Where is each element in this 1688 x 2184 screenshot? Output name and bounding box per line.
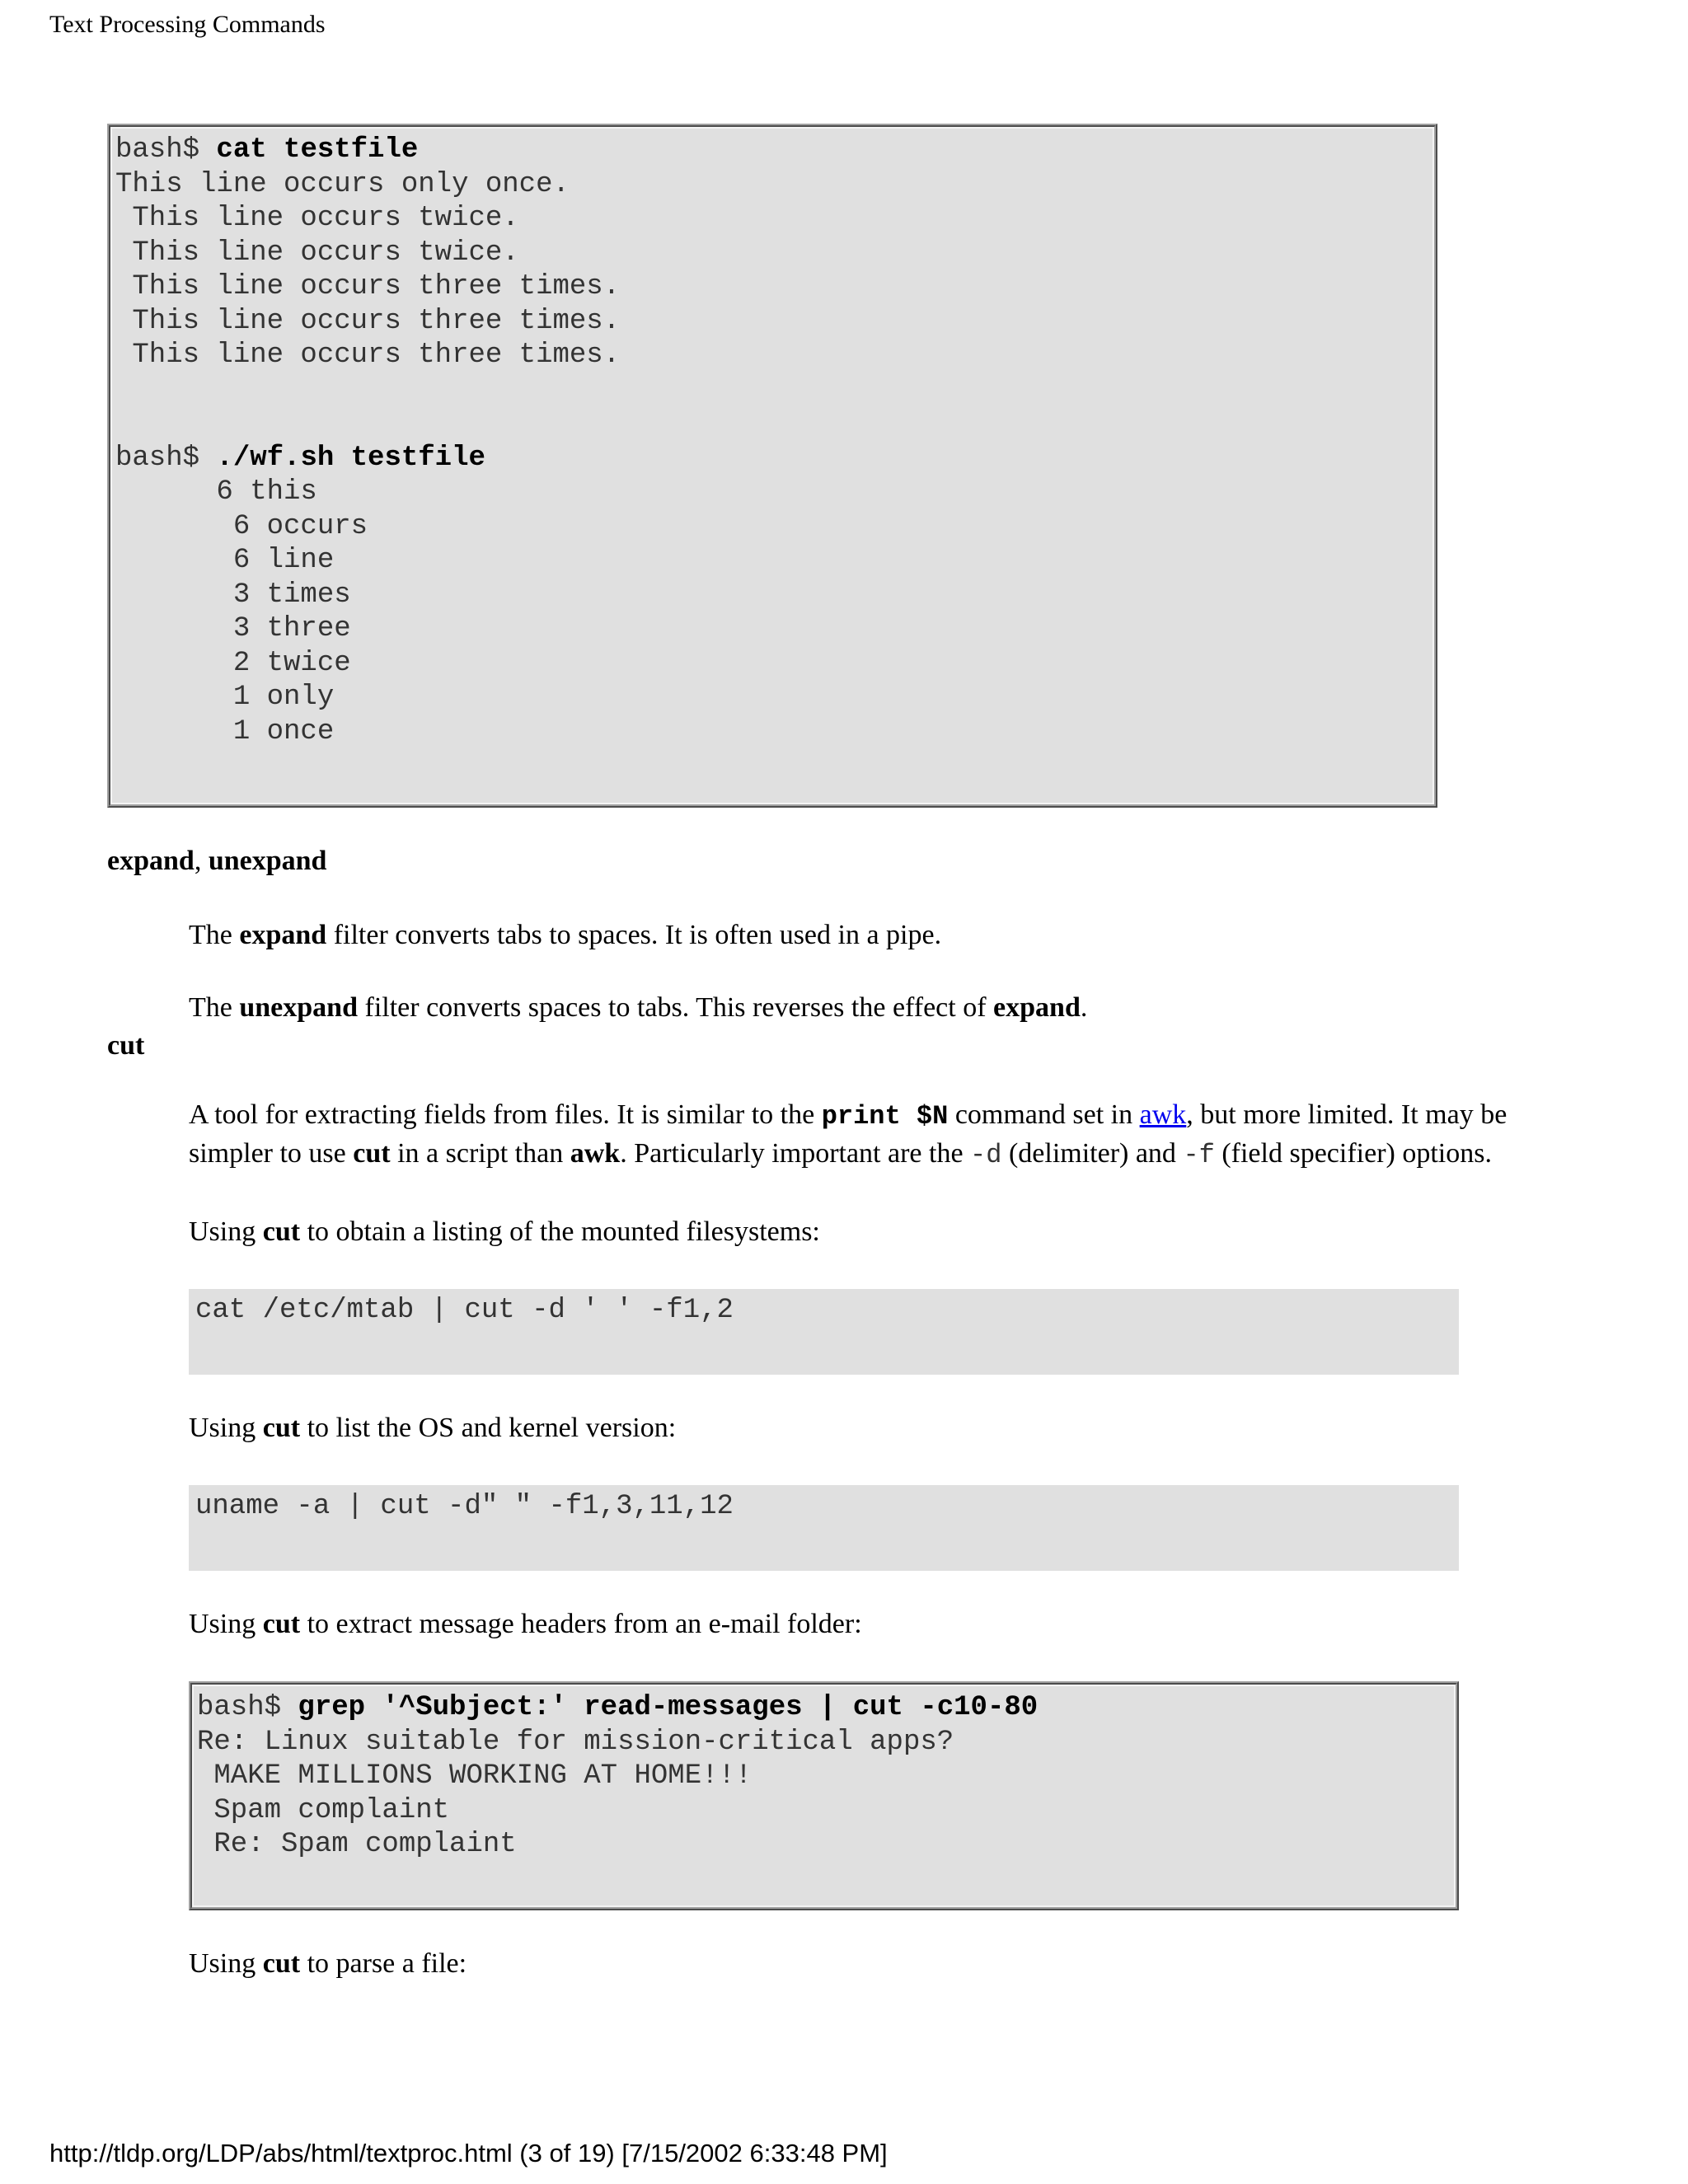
term-expand-unexpand: expand, unexpand bbox=[107, 846, 327, 876]
prompt: bash$ bbox=[115, 134, 217, 166]
page-footer-url: http://tldp.org/LDP/abs/html/textproc.html (3 of 19) [7/15/2002 6:33:48 PM] bbox=[49, 2139, 888, 2168]
command-output: 6 this 6 occurs 6 line 3 times 3 three 2 twice 1 only 1 once bbox=[216, 476, 368, 748]
prompt: bash$ bbox=[197, 1692, 298, 1723]
command: ./wf.sh testfile bbox=[216, 442, 485, 474]
code-block-uname: uname -a | cut -d" " -f1,3,11,12 bbox=[189, 1485, 1459, 1571]
command: grep '^Subject:' read-messages | cut -c10-80 bbox=[298, 1692, 1039, 1723]
screen-example-wf bbox=[107, 124, 1437, 808]
command-output: This line occurs only once. This line occurs twice. This line occurs twice. This line occurs three times. This line occurs three times. This line occurs three times. bbox=[115, 168, 621, 371]
awk-link[interactable]: awk bbox=[1139, 1099, 1187, 1130]
cut-example-4-intro: Using cut to parse a file: bbox=[189, 1948, 467, 1979]
command: cat testfile bbox=[216, 134, 419, 166]
page-header-title: Text Processing Commands bbox=[49, 11, 326, 38]
command-output: Re: Linux suitable for mission-critical apps? MAKE MILLIONS WORKING AT HOME!!! Spam complaint Re: Spam complaint bbox=[197, 1726, 954, 1860]
expand-description: The expand filter converts tabs to spaces. It is often used in a pipe. bbox=[189, 920, 942, 950]
prompt: bash$ bbox=[115, 442, 217, 474]
cut-description: A tool for extracting fields from files. It is similar to the print $N command set in awk, but more limited. It may be simpler to use cut in a script than awk. Particularly important are the -d (delimiter) and -f (field specifier) options. bbox=[189, 1099, 1507, 1170]
term-cut: cut bbox=[107, 1030, 145, 1061]
cut-example-1-intro: Using cut to obtain a listing of the mounted filesystems: bbox=[189, 1216, 820, 1247]
unexpand-description: The unexpand filter converts spaces to tabs. This reverses the effect of expand. bbox=[189, 992, 1088, 1023]
code-block-mtab: cat /etc/mtab | cut -d ' ' -f1,2 bbox=[189, 1289, 1459, 1375]
cut-example-3-intro: Using cut to extract message headers from an e-mail folder: bbox=[189, 1609, 862, 1639]
cut-example-2-intro: Using cut to list the OS and kernel version: bbox=[189, 1413, 677, 1443]
screen-example-grep bbox=[189, 1681, 1459, 1910]
